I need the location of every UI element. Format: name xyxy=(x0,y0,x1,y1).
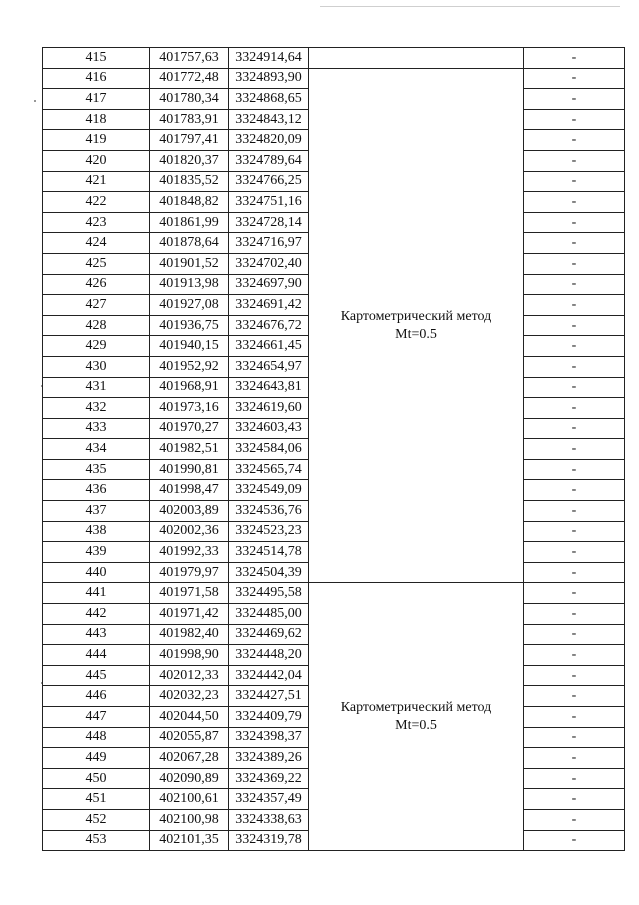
point-number-cell: 427 xyxy=(43,295,150,316)
y-coordinate-cell: 3324427,51 xyxy=(229,686,309,707)
y-coordinate-cell: 3324523,23 xyxy=(229,521,309,542)
status-cell: - xyxy=(524,212,625,233)
status-cell: - xyxy=(524,542,625,563)
x-coordinate-cell: 401940,15 xyxy=(150,336,229,357)
point-number-cell: 441 xyxy=(43,583,150,604)
status-cell: - xyxy=(524,150,625,171)
x-coordinate-cell: 401848,82 xyxy=(150,192,229,213)
x-coordinate-cell: 401982,51 xyxy=(150,439,229,460)
y-coordinate-cell: 3324442,04 xyxy=(229,665,309,686)
y-coordinate-cell: 3324398,37 xyxy=(229,727,309,748)
point-number-cell: 437 xyxy=(43,501,150,522)
x-coordinate-cell: 401757,63 xyxy=(150,48,229,69)
status-cell: - xyxy=(524,253,625,274)
y-coordinate-cell: 3324409,79 xyxy=(229,707,309,728)
y-coordinate-cell: 3324691,42 xyxy=(229,295,309,316)
point-number-cell: 445 xyxy=(43,665,150,686)
method-cell xyxy=(309,583,524,851)
y-coordinate-cell: 3324338,63 xyxy=(229,809,309,830)
point-number-cell: 430 xyxy=(43,356,150,377)
x-coordinate-cell: 401913,98 xyxy=(150,274,229,295)
coordinates-table-body xyxy=(43,48,625,851)
x-coordinate-cell: 401780,34 xyxy=(150,89,229,110)
x-coordinate-cell: 402003,89 xyxy=(150,501,229,522)
y-coordinate-cell: 3324654,97 xyxy=(229,356,309,377)
status-cell: - xyxy=(524,48,625,69)
x-coordinate-cell: 401835,52 xyxy=(150,171,229,192)
x-coordinate-cell: 401971,42 xyxy=(150,604,229,625)
x-coordinate-cell: 402002,36 xyxy=(150,521,229,542)
status-cell: - xyxy=(524,583,625,604)
point-number-cell: 453 xyxy=(43,830,150,851)
x-coordinate-cell: 401998,90 xyxy=(150,645,229,666)
status-cell: - xyxy=(524,624,625,645)
y-coordinate-cell: 3324495,58 xyxy=(229,583,309,604)
y-coordinate-cell: 3324702,40 xyxy=(229,253,309,274)
point-number-cell: 439 xyxy=(43,542,150,563)
x-coordinate-cell: 402032,23 xyxy=(150,686,229,707)
y-coordinate-cell: 3324514,78 xyxy=(229,542,309,563)
status-cell: - xyxy=(524,768,625,789)
point-number-cell: 436 xyxy=(43,480,150,501)
y-coordinate-cell: 3324766,25 xyxy=(229,171,309,192)
status-cell: - xyxy=(524,68,625,89)
status-cell: - xyxy=(524,480,625,501)
y-coordinate-cell: 3324485,00 xyxy=(229,604,309,625)
status-cell: - xyxy=(524,686,625,707)
x-coordinate-cell: 401968,91 xyxy=(150,377,229,398)
status-cell: - xyxy=(524,809,625,830)
y-coordinate-cell: 3324661,45 xyxy=(229,336,309,357)
x-coordinate-cell: 402100,98 xyxy=(150,809,229,830)
x-coordinate-cell: 401861,99 xyxy=(150,212,229,233)
x-coordinate-cell: 401772,48 xyxy=(150,68,229,89)
point-number-cell: 420 xyxy=(43,150,150,171)
point-number-cell: 416 xyxy=(43,68,150,89)
y-coordinate-cell: 3324549,09 xyxy=(229,480,309,501)
status-cell: - xyxy=(524,665,625,686)
status-cell: - xyxy=(524,109,625,130)
x-coordinate-cell: 402090,89 xyxy=(150,768,229,789)
point-number-cell: 426 xyxy=(43,274,150,295)
x-coordinate-cell: 401901,52 xyxy=(150,253,229,274)
point-number-cell: 429 xyxy=(43,336,150,357)
x-coordinate-cell: 401979,97 xyxy=(150,562,229,583)
point-number-cell: 428 xyxy=(43,315,150,336)
point-number-cell: 450 xyxy=(43,768,150,789)
x-coordinate-cell: 402101,35 xyxy=(150,830,229,851)
point-number-cell: 447 xyxy=(43,707,150,728)
status-cell: - xyxy=(524,459,625,480)
y-coordinate-cell: 3324603,43 xyxy=(229,418,309,439)
method-cell xyxy=(309,68,524,583)
x-coordinate-cell: 401878,64 xyxy=(150,233,229,254)
point-number-cell: 444 xyxy=(43,645,150,666)
y-coordinate-cell: 3324676,72 xyxy=(229,315,309,336)
point-number-cell: 432 xyxy=(43,398,150,419)
method-cell-empty xyxy=(309,48,524,69)
status-cell: - xyxy=(524,418,625,439)
status-cell: - xyxy=(524,295,625,316)
status-cell: - xyxy=(524,789,625,810)
y-coordinate-cell: 3324448,20 xyxy=(229,645,309,666)
status-cell: - xyxy=(524,439,625,460)
y-coordinate-cell: 3324319,78 xyxy=(229,830,309,851)
x-coordinate-cell: 401992,33 xyxy=(150,542,229,563)
status-cell: - xyxy=(524,830,625,851)
status-cell: - xyxy=(524,130,625,151)
y-coordinate-cell: 3324893,90 xyxy=(229,68,309,89)
point-number-cell: 446 xyxy=(43,686,150,707)
y-coordinate-cell: 3324584,06 xyxy=(229,439,309,460)
status-cell: - xyxy=(524,89,625,110)
x-coordinate-cell: 401973,16 xyxy=(150,398,229,419)
status-cell: - xyxy=(524,233,625,254)
point-number-cell: 431 xyxy=(43,377,150,398)
y-coordinate-cell: 3324751,16 xyxy=(229,192,309,213)
x-coordinate-cell: 402044,50 xyxy=(150,707,229,728)
point-number-cell: 448 xyxy=(43,727,150,748)
method-name: Картометрический метод xyxy=(340,699,492,715)
table-row xyxy=(43,583,625,604)
x-coordinate-cell: 401783,91 xyxy=(150,109,229,130)
x-coordinate-cell: 401936,75 xyxy=(150,315,229,336)
y-coordinate-cell: 3324469,62 xyxy=(229,624,309,645)
y-coordinate-cell: 3324369,22 xyxy=(229,768,309,789)
status-cell: - xyxy=(524,192,625,213)
point-number-cell: 451 xyxy=(43,789,150,810)
x-coordinate-cell: 401952,92 xyxy=(150,356,229,377)
y-coordinate-cell: 3324914,64 xyxy=(229,48,309,69)
table-row xyxy=(43,68,625,89)
method-accuracy: Mt=0.5 xyxy=(395,717,437,733)
status-cell: - xyxy=(524,501,625,522)
method-name: Картометрический метод xyxy=(340,308,492,324)
status-cell: - xyxy=(524,707,625,728)
x-coordinate-cell: 401820,37 xyxy=(150,150,229,171)
status-cell: - xyxy=(524,377,625,398)
y-coordinate-cell: 3324868,65 xyxy=(229,89,309,110)
point-number-cell: 435 xyxy=(43,459,150,480)
point-number-cell: 417 xyxy=(43,89,150,110)
scan-speck xyxy=(34,100,36,102)
y-coordinate-cell: 3324820,09 xyxy=(229,130,309,151)
status-cell: - xyxy=(524,171,625,192)
point-number-cell: 423 xyxy=(43,212,150,233)
point-number-cell: 440 xyxy=(43,562,150,583)
point-number-cell: 421 xyxy=(43,171,150,192)
x-coordinate-cell: 402100,61 xyxy=(150,789,229,810)
status-cell: - xyxy=(524,398,625,419)
status-cell: - xyxy=(524,356,625,377)
point-number-cell: 418 xyxy=(43,109,150,130)
point-number-cell: 442 xyxy=(43,604,150,625)
x-coordinate-cell: 402067,28 xyxy=(150,748,229,769)
y-coordinate-cell: 3324697,90 xyxy=(229,274,309,295)
y-coordinate-cell: 3324536,76 xyxy=(229,501,309,522)
status-cell: - xyxy=(524,315,625,336)
status-cell: - xyxy=(524,645,625,666)
y-coordinate-cell: 3324504,39 xyxy=(229,562,309,583)
status-cell: - xyxy=(524,748,625,769)
point-number-cell: 433 xyxy=(43,418,150,439)
y-coordinate-cell: 3324789,64 xyxy=(229,150,309,171)
point-number-cell: 449 xyxy=(43,748,150,769)
point-number-cell: 443 xyxy=(43,624,150,645)
x-coordinate-cell: 401998,47 xyxy=(150,480,229,501)
point-number-cell: 438 xyxy=(43,521,150,542)
y-coordinate-cell: 3324643,81 xyxy=(229,377,309,398)
y-coordinate-cell: 3324357,49 xyxy=(229,789,309,810)
y-coordinate-cell: 3324716,97 xyxy=(229,233,309,254)
y-coordinate-cell: 3324619,60 xyxy=(229,398,309,419)
method-accuracy: Mt=0.5 xyxy=(395,326,437,342)
point-number-cell: 425 xyxy=(43,253,150,274)
x-coordinate-cell: 401797,41 xyxy=(150,130,229,151)
y-coordinate-cell: 3324389,26 xyxy=(229,748,309,769)
point-number-cell: 419 xyxy=(43,130,150,151)
table-row xyxy=(43,48,625,69)
y-coordinate-cell: 3324728,14 xyxy=(229,212,309,233)
point-number-cell: 424 xyxy=(43,233,150,254)
x-coordinate-cell: 401971,58 xyxy=(150,583,229,604)
x-coordinate-cell: 401927,08 xyxy=(150,295,229,316)
point-number-cell: 434 xyxy=(43,439,150,460)
x-coordinate-cell: 401970,27 xyxy=(150,418,229,439)
status-cell: - xyxy=(524,336,625,357)
status-cell: - xyxy=(524,521,625,542)
point-number-cell: 452 xyxy=(43,809,150,830)
y-coordinate-cell: 3324843,12 xyxy=(229,109,309,130)
x-coordinate-cell: 401982,40 xyxy=(150,624,229,645)
scan-edge-line xyxy=(320,6,620,7)
coordinates-table xyxy=(42,47,625,851)
status-cell: - xyxy=(524,604,625,625)
status-cell: - xyxy=(524,562,625,583)
x-coordinate-cell: 402012,33 xyxy=(150,665,229,686)
y-coordinate-cell: 3324565,74 xyxy=(229,459,309,480)
status-cell: - xyxy=(524,727,625,748)
x-coordinate-cell: 401990,81 xyxy=(150,459,229,480)
status-cell: - xyxy=(524,274,625,295)
x-coordinate-cell: 402055,87 xyxy=(150,727,229,748)
point-number-cell: 422 xyxy=(43,192,150,213)
point-number-cell: 415 xyxy=(43,48,150,69)
